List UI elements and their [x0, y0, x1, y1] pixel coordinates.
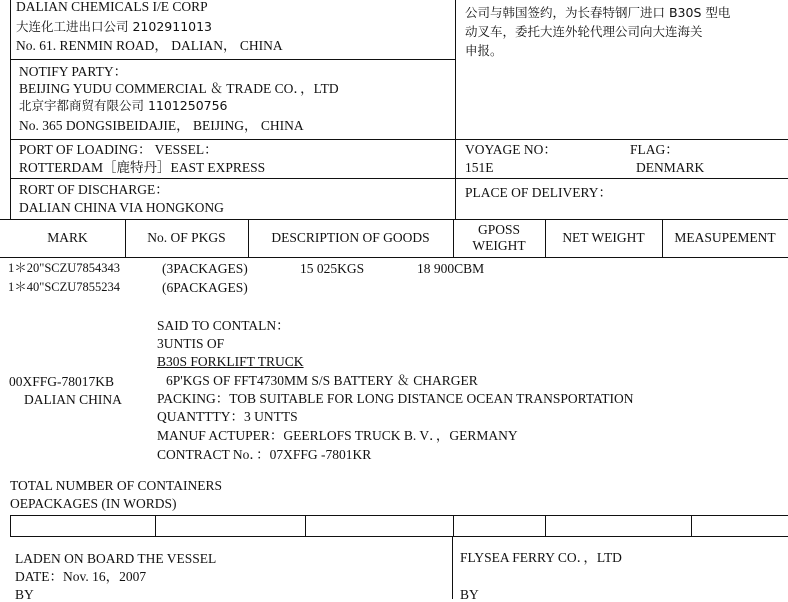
discharge-label: RORT OF DISCHARGE： [19, 182, 169, 197]
goods-said: SAID TO CONTALN： [157, 318, 290, 333]
col-header-gross [453, 220, 545, 256]
rule-totals-row-top [10, 515, 788, 516]
footer-by-right: BY [460, 587, 479, 602]
voyage-value: 151E [465, 160, 494, 175]
flag-label: FLAG： [630, 142, 679, 157]
rule-totals-c3 [453, 515, 454, 536]
right-note-line-1: 公司与韩国签约，为长春特钢厂进口 B30S 型电 [465, 5, 731, 20]
rule-notify-bottom [10, 139, 788, 140]
col-header-gross-line-1: GPOSS [477, 221, 521, 237]
container-1-measure: 18 900CBM [417, 261, 485, 276]
goods-manufacturer: MANUF ACTUPER：GEERLOFS TRUCK B. V．，GERMANY [157, 428, 518, 443]
container-1-mark: 1＊20"SCZU7854343 [8, 261, 121, 275]
goods-spec: 6P'KGS OF FFT4730MM S/S BATTERY ＆ CHARGER [166, 373, 478, 388]
voyage-label: VOYAGE NO： [465, 142, 557, 157]
rule-center-divider [455, 0, 456, 219]
col-header-mark: MARK [47, 229, 88, 245]
rule-loading-bottom [10, 178, 788, 179]
rule-totals-c2 [305, 515, 306, 536]
rule-footer-divider [452, 536, 453, 599]
rule-totals-row-bottom [10, 536, 788, 537]
shipper-line-3: No. 61. RENMIN ROAD， DALIAN， CHINA [16, 38, 283, 53]
footer-by-left: BY [15, 587, 34, 602]
notify-line-2: 北京宇都商贸有限公司 1101250756 [19, 98, 228, 113]
col-header-measure: MEASUPEMENT [674, 229, 776, 245]
goods-model: B30S FORKLIFT TRUCK [157, 354, 304, 369]
right-note-line-2: 动叉车，委托大连外轮代理公司向大连海关 [465, 24, 703, 39]
container-2-pkgs: (6PACKAGES) [162, 280, 248, 295]
footer-laden: LADEN ON BOARD THE VESSEL [15, 551, 217, 566]
shipping-mark-line-1: 00XFFG-78017KB [9, 374, 115, 389]
goods-quantity: QUANTTTY：3 UNTTS [157, 409, 298, 424]
loading-value: ROTTERDAM［鹿特丹］EAST EXPRESS [19, 160, 266, 175]
loading-label: PORT OF LOADING： VESSEL： [19, 142, 218, 157]
shipper-line-2: 大连化工进出口公司 2102911013 [16, 19, 213, 34]
rule-left-edge [10, 0, 11, 219]
totals-line-1: TOTAL NUMBER OF CONTAINERS [10, 478, 222, 493]
col-header-desc: DESCRIPTION OF GOODS [271, 229, 430, 245]
col-header-pkgs: No. OF PKGS [147, 229, 226, 245]
discharge-value: DALIAN CHINA VIA HONGKONG [19, 200, 224, 215]
notify-line-3: No. 365 DONGSIBEIDAJIE， BEIJING， CHINA [19, 118, 304, 133]
rule-totals-left [10, 515, 11, 536]
footer-date: DATE：Nov. 16，2007 [15, 569, 147, 584]
flag-value: DENMARK [636, 160, 705, 175]
goods-contract: CONTRACT No．：07XFFG -7801KR [157, 447, 372, 462]
shipper-line-1: DALIAN CHEMICALS I/E CORP [16, 0, 208, 14]
totals-line-2: OEPACKAGES (IN WORDS) [10, 496, 177, 511]
rule-totals-c1 [155, 515, 156, 536]
container-1-weight: 15 025KGS [300, 261, 365, 276]
col-header-gross-line-2: WEIGHT [472, 238, 526, 253]
shipping-mark-line-2: DALIAN CHINA [24, 392, 122, 407]
rule-shipper-bottom [10, 59, 456, 60]
right-note-line-3: 申报。 [465, 43, 503, 58]
goods-units: 3UNTIS OF [157, 336, 225, 351]
container-2-mark: 1＊40"SCZU7855234 [8, 280, 121, 294]
delivery-label: PLACE OF DELIVERY： [465, 185, 613, 200]
notify-label: NOTIFY PARTY： [19, 64, 128, 79]
notify-line-1: BEIJING YUDU COMMERCIAL ＆ TRADE CO．，LTD [19, 81, 339, 96]
col-header-net: NET WEIGHT [562, 229, 645, 245]
container-1-pkgs: (3PACKAGES) [162, 261, 248, 276]
footer-carrier: FLYSEA FERRY CO．，LTD [460, 550, 622, 565]
rule-totals-c4 [545, 515, 546, 536]
rule-totals-c5 [691, 515, 692, 536]
goods-packing: PACKING：TOB SUITABLE FOR LONG DISTANCE OCEAN TRANSPORTATION [157, 391, 634, 406]
rule-header-bottom [0, 257, 788, 258]
